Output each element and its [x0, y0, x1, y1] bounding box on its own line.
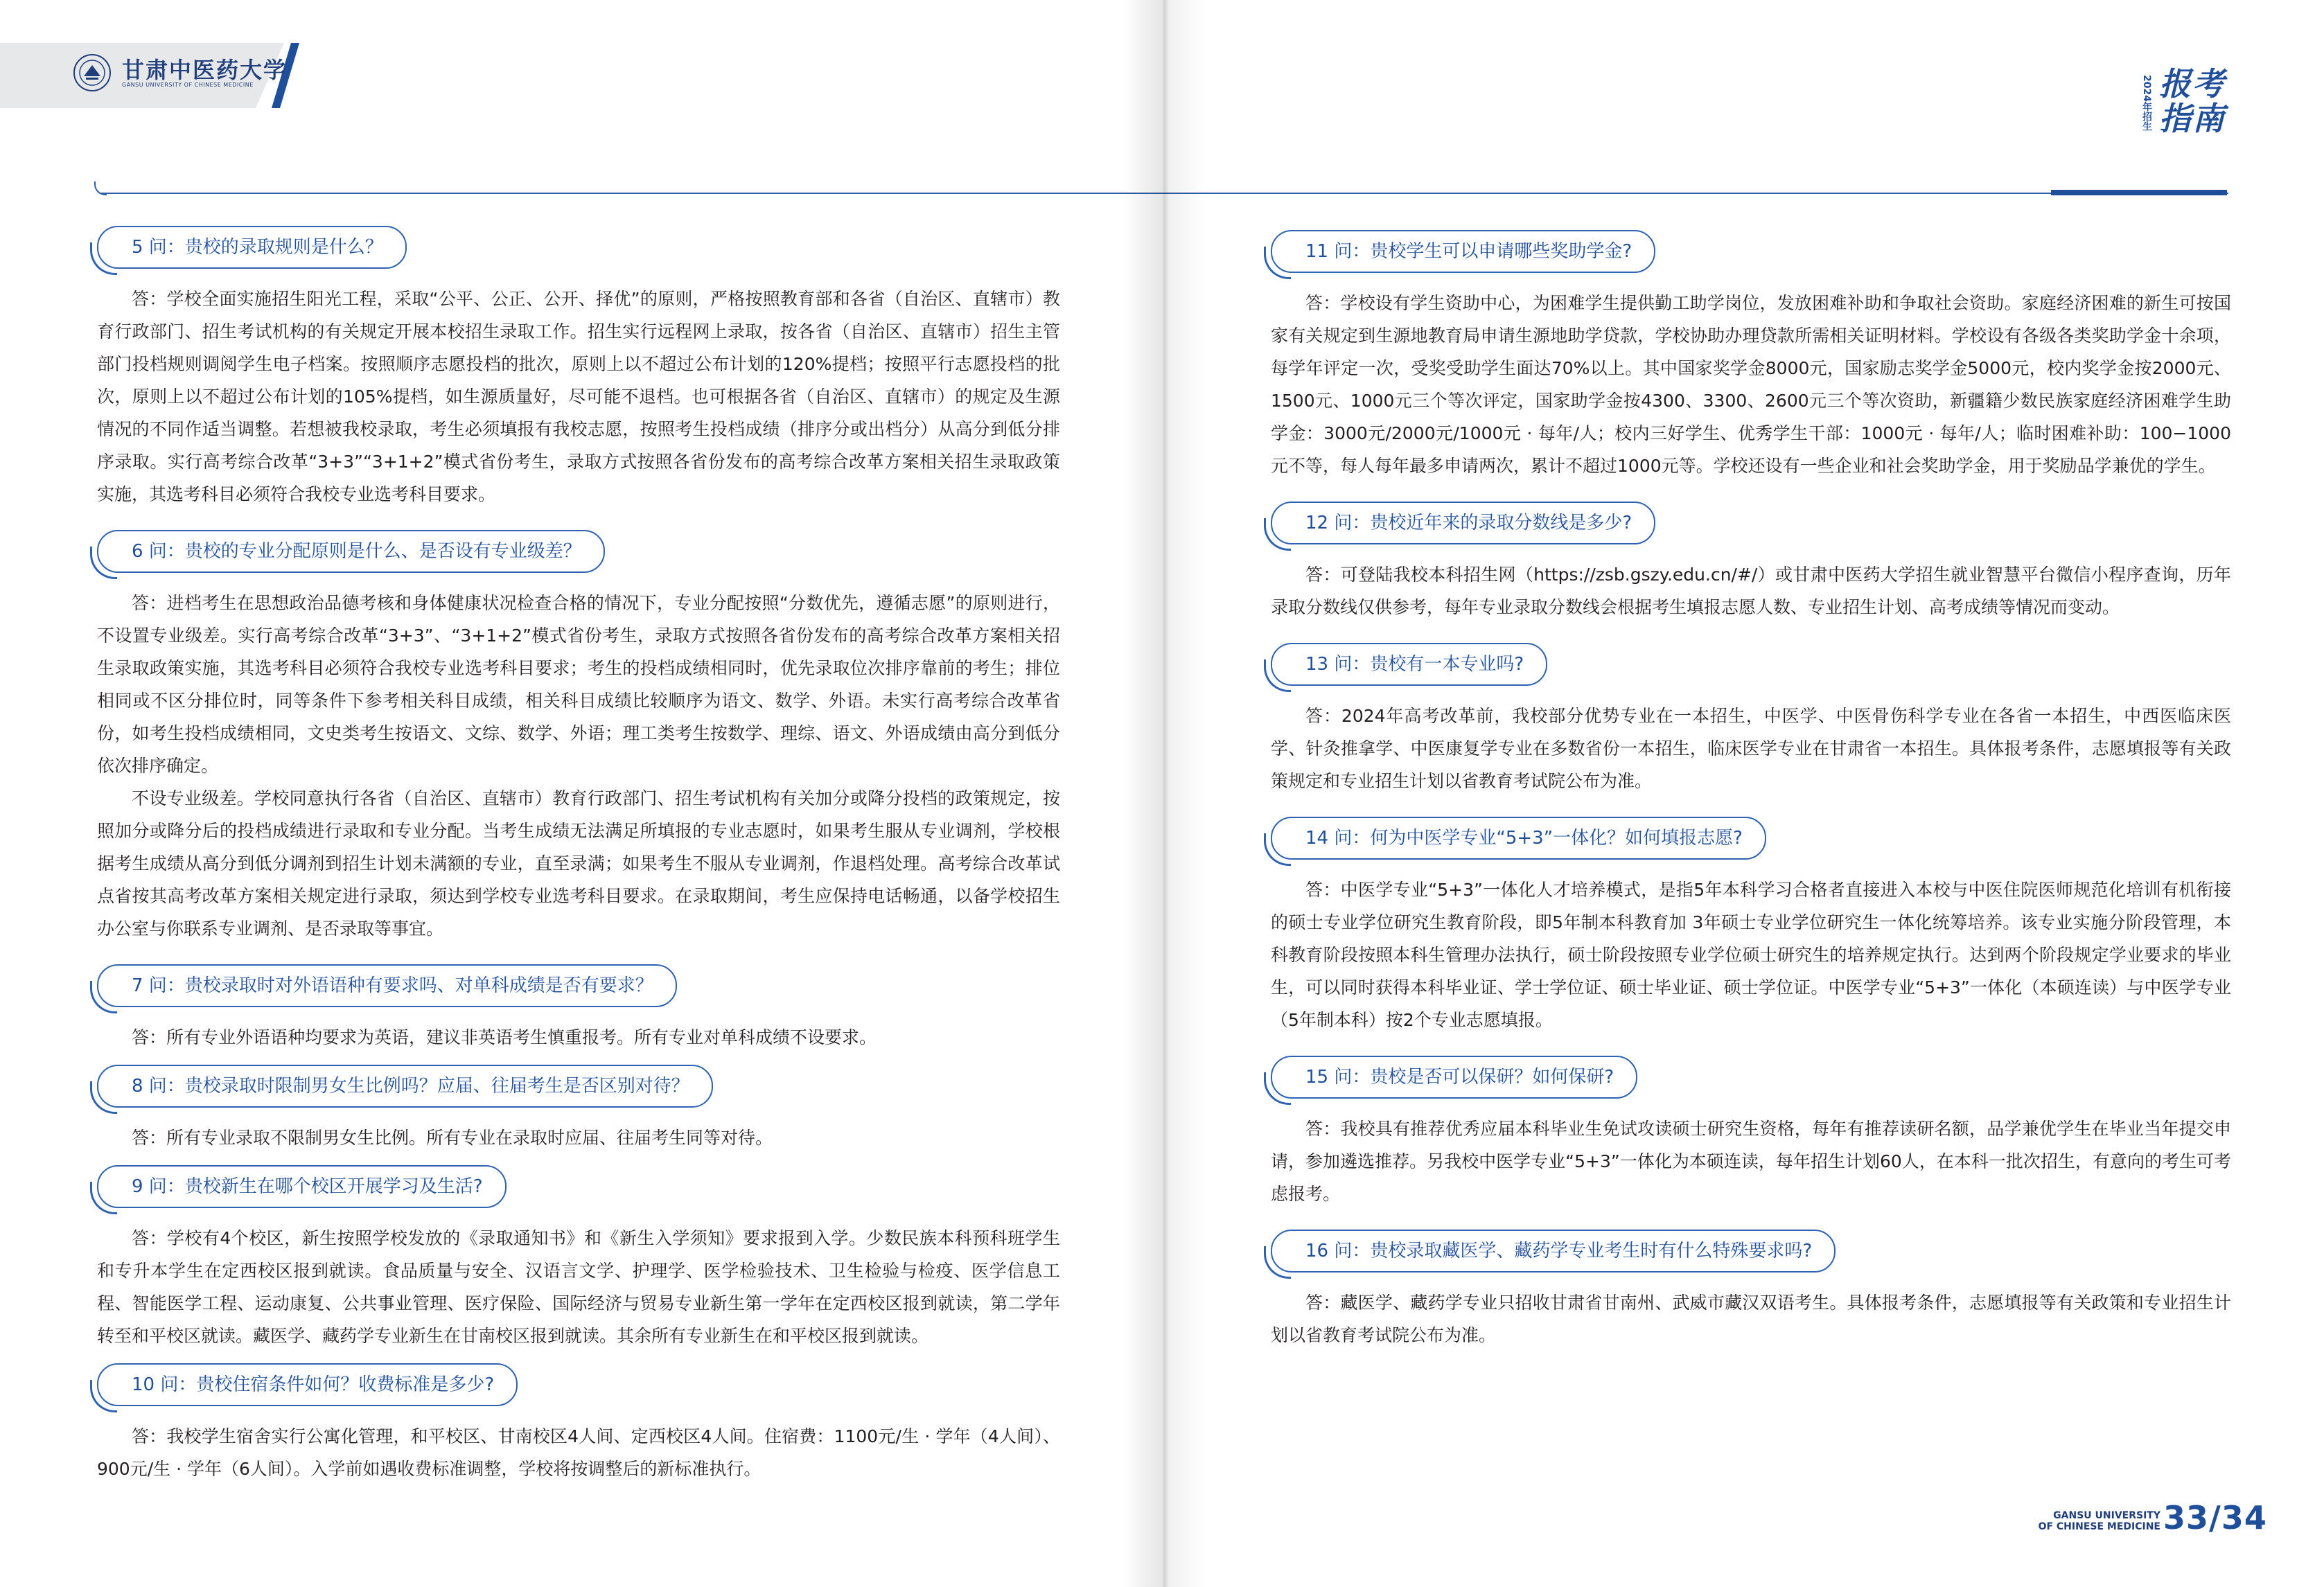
- question-pill: 9 问：贵校新生在哪个校区开展学习及生活?: [97, 1165, 507, 1208]
- header-rule-accent: [2051, 190, 2227, 195]
- left-column: [97, 226, 1060, 1485]
- qa-block-14: [1271, 817, 2231, 1036]
- footer-university-en: [2022, 1510, 2160, 1532]
- brand-title: 报考指南: [2159, 65, 2226, 137]
- answer-text: 答：所有专业录取不限制男女生比例。所有专业在录取时应届、往届考生同等对待。: [132, 1128, 773, 1148]
- qa-block-9: [97, 1165, 1060, 1352]
- question-pill: 14 问：何为中医学专业“5+3”一体化？如何填报志愿?: [1271, 817, 1766, 860]
- question-pill: 13 问：贵校有一本专业吗?: [1271, 643, 1547, 686]
- question-pill: 16 问：贵校录取藏医学、藏药学专业考生时有什么特殊要求吗?: [1271, 1230, 1836, 1273]
- answer-text: 答：学校设有学生资助中心，为困难学生提供勤工助学岗位，发放困难补助和争取社会资助。家庭经济困难的新生可按国家有关规定到生源地教育局申请生源地助学贷款，学校协助办理贷款所需相关证明材料。学校设有各级各类奖助学金十余项，每学年评定一次，受奖受助学生面达70%以上。其中国家奖学金8000元，国家励志奖学金5000元，校内奖学金按2000元、1500元、1000元三个等次评定，国家助学金按4300、3300、2600元三个等次资助，新疆籍少数民族家庭经济困难学生助学金：3000元/2000元/1000元 · 每年/人；校内三好学生、优秀学生干部：1000元 · 每年/人；临时困难补助：100−1000元不等，每人每年最多申请两次，累计不超过1000元等。学校还设有一些企业和社会奖助学金，用于奖励品学兼优的学生。: [1271, 293, 2231, 476]
- answer-text: 答：所有专业外语语种均要求为英语，建议非英语考生慎重报考。所有专业对单科成绩不设要求。: [132, 1027, 877, 1047]
- qa-block-16: [1271, 1230, 2231, 1351]
- footer-en-line2: OF CHINESE MEDICINE: [2038, 1521, 2160, 1532]
- university-emblem-icon: [72, 53, 112, 93]
- qa-block-6: [97, 530, 1060, 945]
- page-numbers: 33/34: [2163, 1499, 2267, 1536]
- question-pill: 5 问：贵校的录取规则是什么？: [97, 226, 407, 269]
- answer-text: 答：我校具有推荐优秀应届本科毕业生免试攻读硕士研究生资格，每年有推荐读研名额，品学兼优学生在毕业当年提交申请，参加遴选推荐。另我校中医学专业“5+3”一体化为本硕连读，每年招生计划60人，在本科一批次招生，有意向的考生可考虑报考。: [1271, 1119, 2231, 1204]
- qa-block-12: [1271, 502, 2231, 623]
- qa-block-8: [97, 1065, 1060, 1154]
- question-pill: 6 问：贵校的专业分配原则是什么、是否设有专业级差？: [97, 530, 605, 573]
- university-name-en: GANSU UNIVERSITY OF CHINESE MEDICINE: [122, 82, 254, 88]
- question-pill: 8 问：贵校录取时限制男女生比例吗？应届、往届考生是否区别对待？: [97, 1065, 713, 1108]
- answer-text: 答：2024年高考改革前，我校部分优势专业在一本招生，中医学、中医骨伤科学专业在各省一本招生，中西医临床医学、针灸推拿学、中医康复学专业在多数省份一本招生，临床医学专业在甘肃省一本招生。具体报考条件，志愿填报等有关政策规定和专业招生计划以省教育考试院公布为准。: [1271, 706, 2231, 791]
- answer-text: 答：进档考生在思想政治品德考核和身体健康状况检查合格的情况下，专业分配按照“分数优先，遵循志愿”的原则进行，不设置专业级差。实行高考综合改革“3+3”、“3+1+2”模式省份考生，录取方式按照各省份发布的高考综合改革方案相关招生录取政策实施，其选考科目必须符合我校专业选考科目要求；考生的投档成绩相同时，优先录取位次排序靠前的考生；排位相同或不区分排位时，同等条件下参考相关科目成绩，相关科目成绩比较顺序为语文、数学、外语。未实行高考综合改革省份，如考生投档成绩相同，文史类考生按语文、文综、数学、外语；理工类考生按数学、理综、语文、外语成绩由高分到低分依次排序确定。: [97, 593, 1060, 776]
- question-pill: 12 问：贵校近年来的录取分数线是多少?: [1271, 502, 1655, 544]
- qa-block-10: [97, 1363, 1060, 1485]
- left-page: [0, 0, 1161, 1587]
- answer-text: 答：中医学专业“5+3”一体化人才培养模式，是指5年本科学习合格者直接进入本校与中医住院医师规范化培训有机衔接的硕士专业学位研究生教育阶段，即5年制本科教育加 3年硕士专业学位研究生一体化统筹培养。该专业实施分阶段管理，本科教育阶段按照本科生管理办法执行，硕士阶段按照专业学位硕士研究生的培养规定执行。达到两个阶段规定学业要求的毕业生，可以同时获得本科毕业证、学士学位证、硕士毕业证、硕士学位证。中医学专业“5+3”一体化（本硕连读）与中医学专业（5年制本科）按2个专业志愿填报。: [1271, 880, 2231, 1030]
- question-pill: 7 问：贵校录取时对外语语种有要求吗、对单科成绩是否有要求？: [97, 964, 677, 1007]
- right-column: [1271, 230, 2231, 1351]
- qa-block-7: [97, 964, 1060, 1054]
- answer-text-continued: 不设专业级差。学校同意执行各省（自治区、直辖市）教育行政部门、招生考试机构有关加分或降分投档的政策规定，按照加分或降分后的投档成绩进行录取和专业分配。当考生成绩无法满足所填报的专业志愿时，如果考生服从专业调剂，学校根据考生成绩从高分到低分调剂到招生计划未满额的专业，直至录满；如果考生不服从专业调剂，作退档处理。高考综合改革试点省按其高考改革方案相关规定进行录取，须达到学校专业选考科目要求。在录取期间，考生应保持电话畅通，以备学校招生办公室与你联系专业调剂、是否录取等事宜。: [97, 788, 1060, 939]
- header-rule: [101, 193, 1161, 194]
- question-pill: 10 问：贵校住宿条件如何？收费标准是多少?: [97, 1363, 518, 1406]
- answer-text: 答：学校全面实施招生阳光工程，采取“公平、公正、公开、择优”的原则，严格按照教育部和各省（自治区、直辖市）教育行政部门、招生考试机构的有关规定开展本校招生录取工作。招生实行远程网上录取，按各省（自治区、直辖市）招生主管部门投档规则调阅学生电子档案。按照顺序志愿投档的批次，原则上以不超过公布计划的120%提档；按照平行志愿投档的批次，原则上以不超过公布计划的105%提档，如生源质量好，尽可能不退档。也可根据各省（自治区、直辖市）的规定及生源情况的不同作适当调整。若想被我校录取，考生必须填报有我校志愿，按照考生投档成绩（排序分或出档分）从高分到低分排序录取。实行高考综合改革“3+3”“3+1+2”模式省份考生，录取方式按照各省份发布的高考综合改革方案相关招生录取政策实施，其选考科目必须符合我校专业选考科目要求。: [97, 289, 1060, 504]
- brand-year: 2024年招生: [2141, 75, 2152, 131]
- question-pill: 11 问：贵校学生可以申请哪些奖助学金?: [1271, 230, 1655, 273]
- right-page: [1161, 0, 2324, 1587]
- answer-text: 答：可登陆我校本科招生网（https://zsb.gszy.edu.cn/#/）或甘肃中医药大学招生就业智慧平台微信小程序查询，历年录取分数线仅供参考，每年专业录取分数线会根据考生填报志愿人数、专业招生计划、高考成绩等情况而变动。: [1271, 565, 2231, 617]
- answer-text: 答：藏医学、藏药学专业只招收甘肃省甘南州、武威市藏汉双语考生。具体报考条件，志愿填报等有关政策和专业招生计划以省教育考试院公布为准。: [1271, 1293, 2231, 1345]
- question-pill: 15 问：贵校是否可以保研？如何保研?: [1271, 1056, 1637, 1099]
- answer-text: 答：我校学生宿舍实行公寓化管理，和平校区、甘南校区4人间、定西校区4人间。住宿费：1100元/生 · 学年（4人间）、900元/生 · 学年（6人间）。入学前如遇收费标准调整，学校将按调整后的新标准执行。: [97, 1426, 1060, 1479]
- answer-text: 答：学校有4个校区，新生按照学校发放的《录取通知书》和《新生入学须知》要求报到入学。少数民族本科预科班学生和专升本学生在定西校区报到就读。食品质量与安全、汉语言文学、护理学、医学检验技术、卫生检验与检疫、医学信息工程、智能医学工程、运动康复、公共事业管理、医疗保险、国际经济与贸易专业新生第一学年在定西校区报到就读，第二学年转至和平校区就读。藏医学、藏药学专业新生在甘南校区报到就读。其余所有专业新生在和平校区报到就读。: [97, 1228, 1060, 1346]
- qa-block-13: [1271, 643, 2231, 797]
- university-name-cn: 甘肃中医药大学: [122, 57, 288, 83]
- qa-block-5: [97, 226, 1060, 511]
- footer-en-line1: GANSU UNIVERSITY: [2053, 1510, 2160, 1521]
- qa-block-11: [1271, 230, 2231, 482]
- qa-block-15: [1271, 1056, 2231, 1210]
